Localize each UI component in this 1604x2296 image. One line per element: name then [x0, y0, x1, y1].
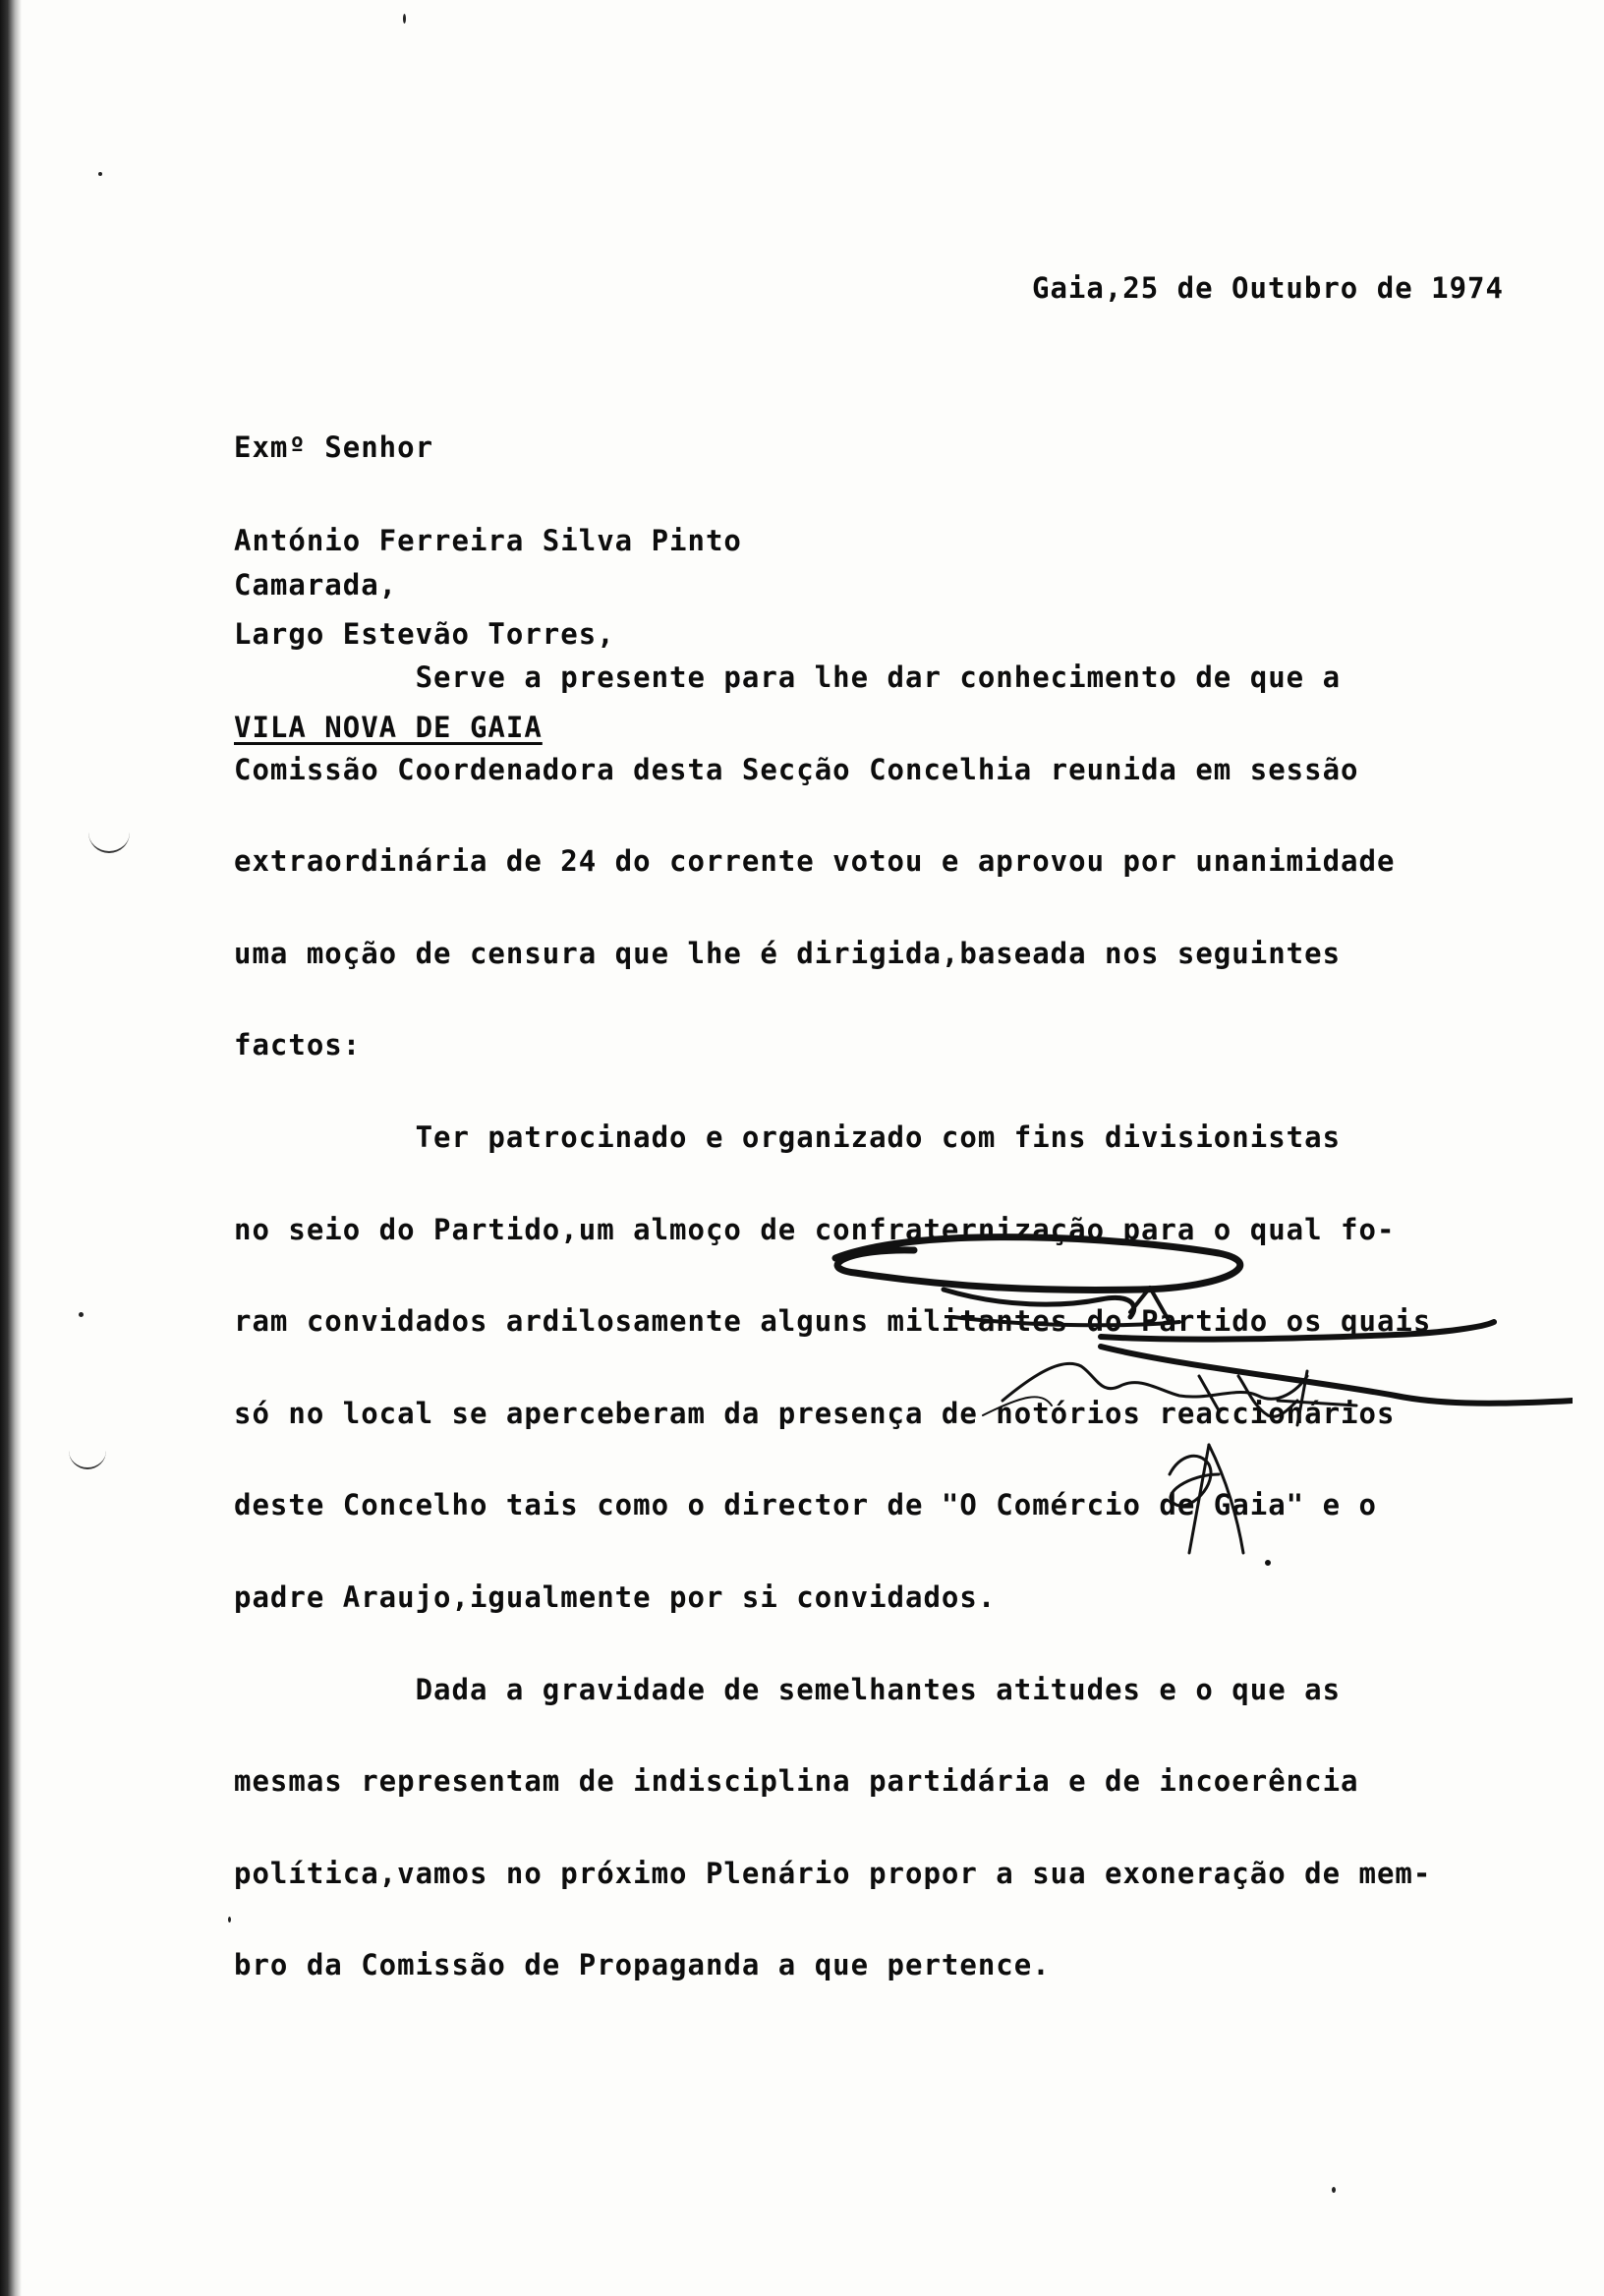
- body-line: mesmas representam de indisciplina partidária e de incoerência: [234, 1764, 1359, 1799]
- addressee-city: VILA NOVA DE GAIA: [234, 711, 543, 744]
- handwritten-signature-icon: [806, 1229, 1573, 1602]
- signature-drawing: [806, 1229, 1573, 1602]
- paper-fold-mark: [69, 1450, 106, 1469]
- body-line: Serve a presente para lhe dar conhecimento de que a: [234, 660, 1342, 694]
- scan-speck: [1332, 2187, 1336, 2193]
- body-line: Dada a gravidade de semelhantes atitudes e o que as: [234, 1672, 1342, 1706]
- body-line: deste Concelho tais como o director de "O Comércio de Gaia" e o: [234, 1488, 1377, 1522]
- letter-date: Gaia,25 de Outubro de 1974: [1032, 271, 1504, 305]
- body-line: uma moção de censura que lhe é dirigida,baseada nos seguintes: [234, 936, 1342, 970]
- body-line: Comissão Coordenadora desta Secção Concelhia reunida em sessão: [234, 752, 1359, 786]
- scan-speck: [98, 172, 102, 176]
- body-line: política,vamos no próximo Plenário propor a sua exoneração de mem-: [234, 1856, 1432, 1890]
- addressee-honorific: Exmº Senhor: [234, 430, 434, 464]
- body-line: bro da Comissão de Propaganda a que pertence.: [234, 1948, 1051, 1982]
- body-line: extraordinária de 24 do corrente votou e aprovou por unanimidade: [234, 844, 1396, 879]
- body-line: Ter patrocinado e organizado com fins divisionistas: [234, 1119, 1342, 1154]
- scan-speck: [403, 14, 406, 24]
- body-line: no seio do Partido,um almoço de confraternização para o qual fo-: [234, 1212, 1396, 1246]
- body-line: só no local se aperceberam da presença de notórios reaccionários: [234, 1396, 1396, 1430]
- body-line: ram convidados ardilosamente alguns militantes do Partido os quais: [234, 1304, 1432, 1339]
- scan-speck: [228, 1917, 231, 1923]
- body-line: factos:: [234, 1028, 362, 1062]
- body-line: padre Araujo,igualmente por si convidados.: [234, 1579, 997, 1614]
- scan-speck: [79, 1312, 84, 1317]
- paper-fold-mark: [88, 832, 130, 853]
- letter-greeting: Camarada,: [234, 568, 398, 602]
- addressee-street: Largo Estevão Torres,: [234, 617, 615, 651]
- scan-edge-shadow: [0, 0, 22, 2296]
- addressee-name: António Ferreira Silva Pinto: [234, 524, 742, 557]
